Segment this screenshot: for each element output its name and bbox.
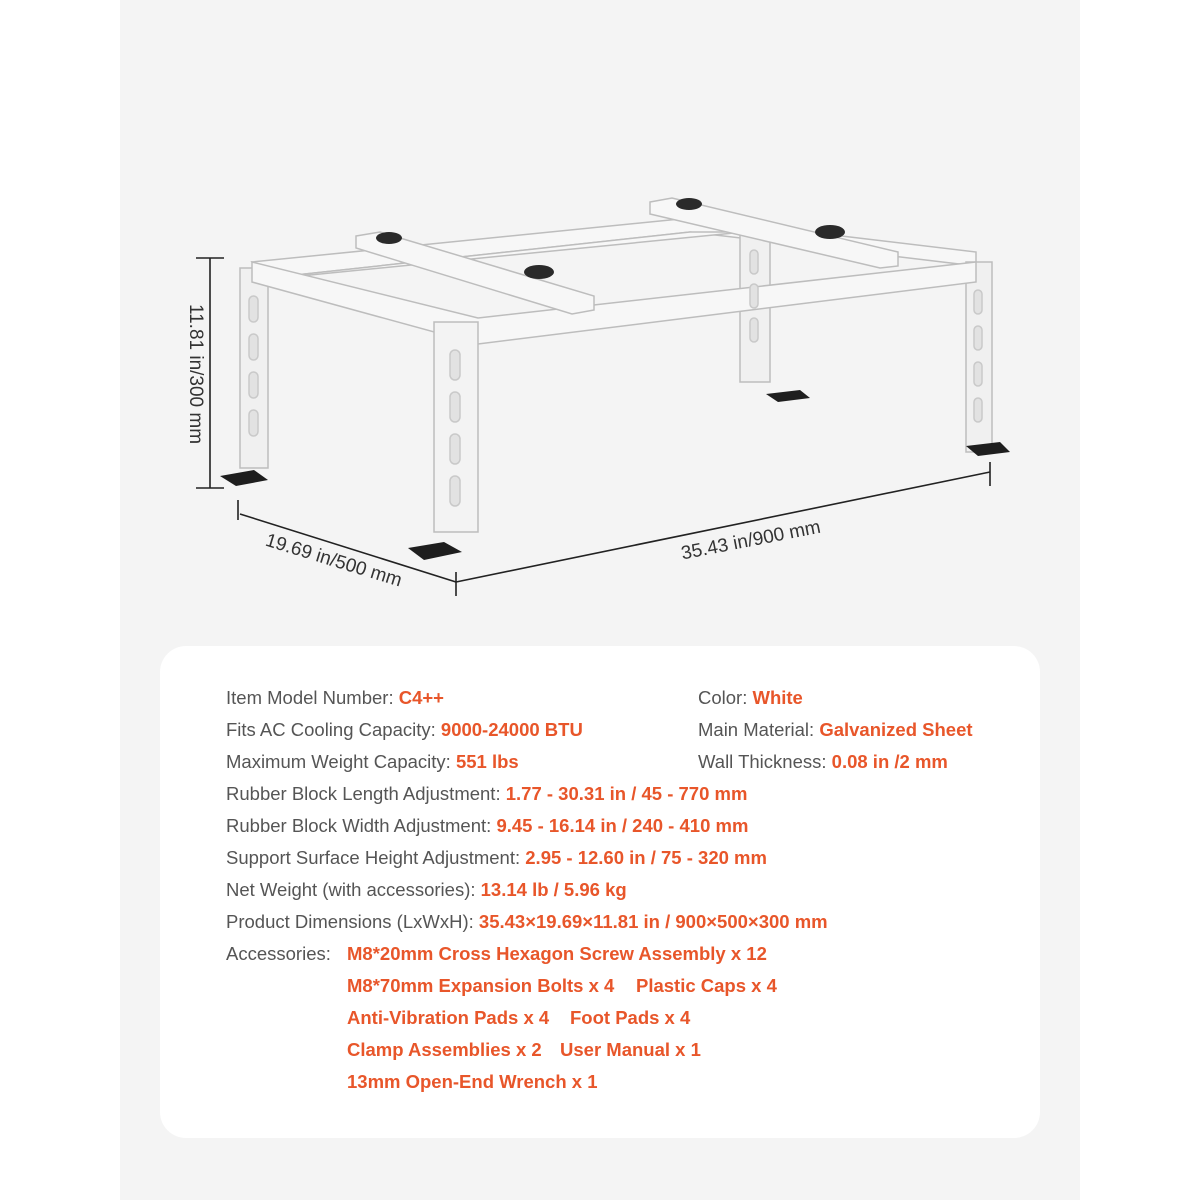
spec-length-adjustment: Rubber Block Length Adjustment: 1.77 - 30.31 in / 45 - 770 mm (226, 783, 748, 804)
spec-height-adjustment: Support Surface Height Adjustment: 2.95 - 12.60 in / 75 - 320 mm (226, 847, 767, 868)
length-dimension-label: 35.43 in/900 mm (679, 516, 823, 565)
spec-net-weight: Net Weight (with accessories): 13.14 lb / 5.96 kg (226, 879, 627, 900)
accessory-item: Plastic Caps x 4 (636, 975, 777, 996)
spec-material: Main Material: Galvanized Sheet (698, 719, 973, 740)
accessory-item: 13mm Open-End Wrench x 1 (347, 1071, 598, 1092)
accessory-item: Foot Pads x 4 (570, 1007, 691, 1028)
spec-model: Item Model Number: C4++ (226, 687, 444, 708)
spec-wall-thickness: Wall Thickness: 0.08 in /2 mm (698, 751, 948, 772)
height-dimension-label: 11.81 in/300 mm (185, 303, 206, 445)
spec-max-weight: Maximum Weight Capacity: 551 lbs (226, 751, 519, 772)
spec-color: Color: White (698, 687, 803, 708)
accessory-item: M8*70mm Expansion Bolts x 4 (347, 975, 615, 996)
depth-dimension-label: 19.69 in/500 mm (262, 530, 405, 592)
spec-width-adjustment: Rubber Block Width Adjustment: 9.45 - 16.14 in / 240 - 410 mm (226, 815, 749, 836)
spec-accessories-label: Accessories: (226, 943, 331, 964)
spec-product-dimensions: Product Dimensions (LxWxH): 35.43×19.69×11.81 in / 900×500×300 mm (226, 911, 828, 932)
accessory-item: Clamp Assemblies x 2 (347, 1039, 542, 1060)
accessory-item: User Manual x 1 (560, 1039, 701, 1060)
accessory-item: Anti-Vibration Pads x 4 (347, 1007, 550, 1028)
accessory-item: M8*20mm Cross Hexagon Screw Assembly x 12 (347, 943, 767, 964)
stand-frame (240, 198, 992, 532)
foot-pads (220, 390, 1010, 560)
specifications-card (160, 646, 1040, 1138)
spec-capacity: Fits AC Cooling Capacity: 9000-24000 BTU (226, 719, 583, 740)
